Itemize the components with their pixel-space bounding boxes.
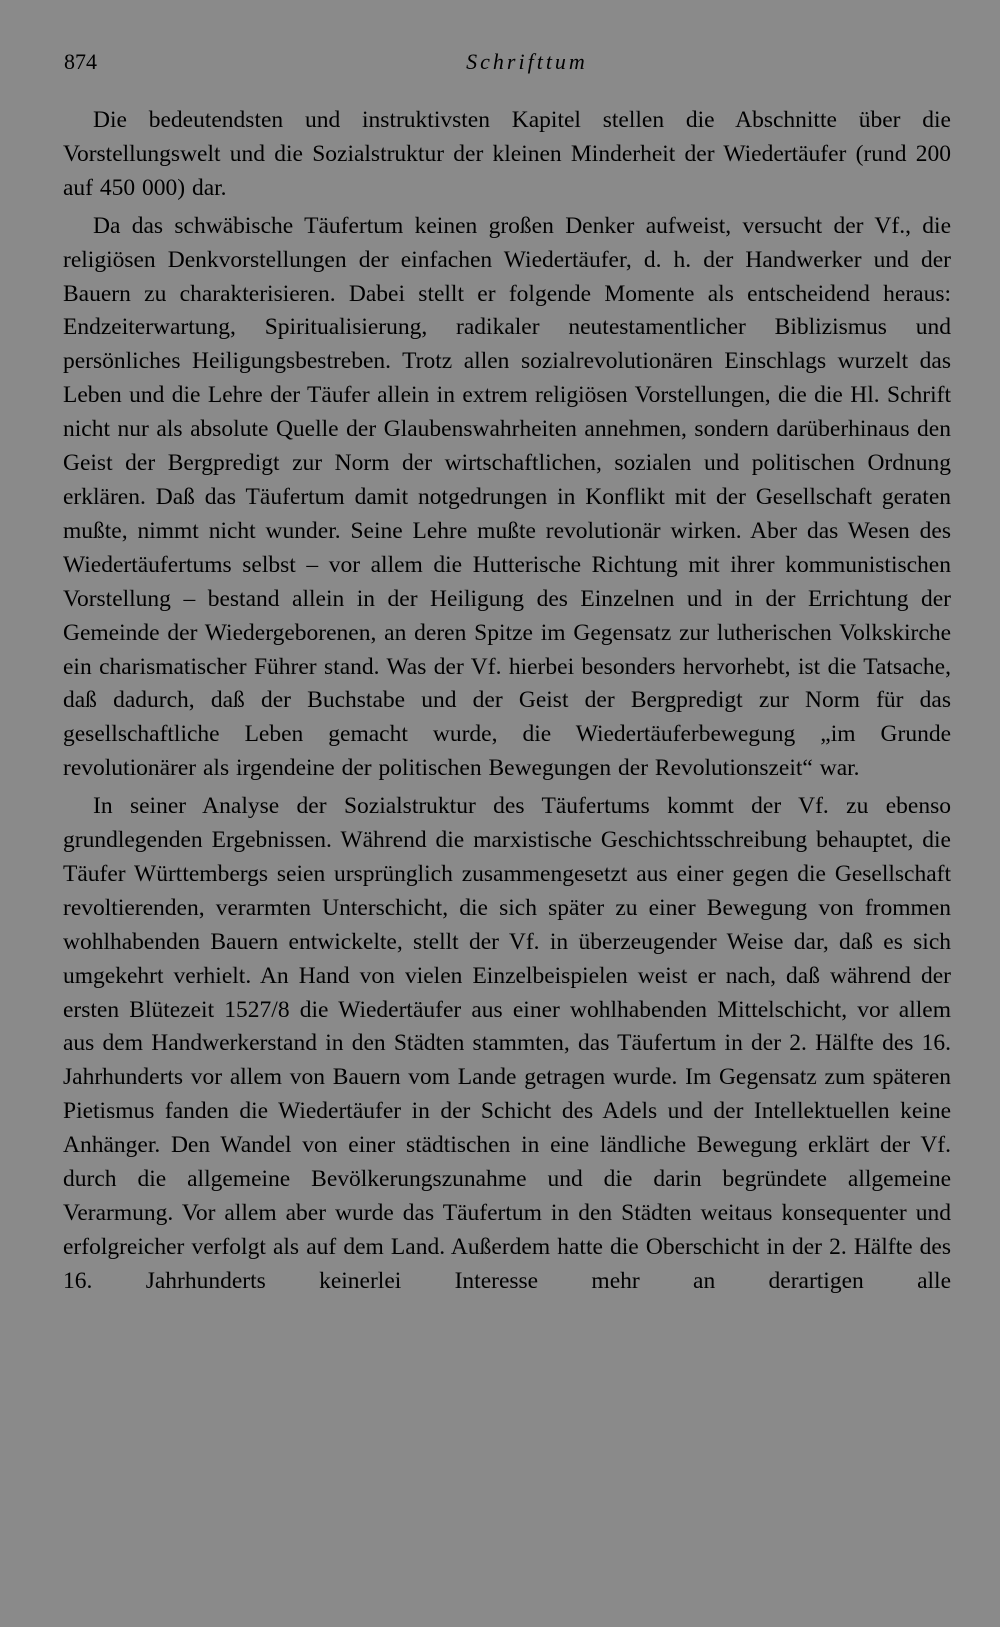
page-number: 874 (64, 49, 97, 74)
body-text (63, 104, 951, 1299)
page-header (64, 46, 950, 78)
running-title: Schrifttum (466, 49, 588, 74)
paragraph: In seiner Analyse der Sozialstruktur des Täufertums kommt der Vf. zu ebenso grundlegenden Ergebnissen. Während die marxistische Geschichtsschreibung behauptet, die Täufer Württembergs seien ursprünglich zusammengesetzt aus einer gegen die Gesellschaft revoltierenden, verarmten Unterschicht, die sich später zu einer Bewegung von frommen wohlhabenden Bauern entwickelte, stellt der Vf. in überzeugender Weise dar, daß es sich umgekehrt verhielt. An Hand von vielen Einzelbeispielen weist er nach, daß während der ersten Blütezeit 1527/8 die Wiedertäufer aus einer wohlhabenden Mittelschicht, vor allem aus dem Handwerkerstand in den Städten stammten, das Täufertum in der 2. Hälfte des 16. Jahrhunderts vor allem von Bauern vom Lande getragen wurde. Im Gegensatz zum späteren Pietismus fanden die Wiedertäufer in der Schicht des Adels und der Intellektuellen keine Anhänger. Den Wandel von einer städtischen in eine ländliche Bewegung erklärt der Vf. durch die allgemeine Bevölkerungszunahme und die darin begründete allgemeine Verarmung. Vor allem aber wurde das Täufertum in den Städten weitaus konsequenter und erfolgreicher verfolgt als auf dem Land. Außerdem hatte die Oberschicht in der 2. Hälfte des 16. Jahrhunderts keinerlei Interesse mehr an derartigen alle (63, 793, 951, 1294)
paragraph: Da das schwäbische Täufertum keinen großen Denker aufweist, versucht der Vf., die religiösen Denkvorstellungen der einfachen Wiedertäufer, d. h. der Handwerker und der Bauern zu charakterisieren. Dabei stellt er folgende Momente als entscheidend heraus: Endzeiterwartung, Spiritualisierung, radikaler neutestamentlicher Biblizismus und persönliches Heiligungsbestreben. Trotz allen sozialrevolutionären Einschlags wurzelt das Leben und die Lehre der Täufer allein in extrem religiösen Vorstellungen, die die Hl. Schrift nicht nur als absolute Quelle der Glaubenswahrheiten annehmen, sondern darüberhinaus den Geist der Bergpredigt zur Norm der wirtschaftlichen, sozialen und politischen Ordnung erklären. Daß das Täufertum damit notgedrungen in Konflikt mit der Gesellschaft geraten mußte, nimmt nicht wunder. Seine Lehre mußte revolutionär wirken. Aber das Wesen des Wiedertäufertums selbst – vor allem die Hutterische Richtung mit ihrer kommunistischen Vorstellung – bestand allein in der Heiligung des Einzelnen und in der Errichtung der Gemeinde der Wiedergeborenen, an deren Spitze im Gegensatz zur lutherischen Volkskirche ein charismatischer Führer stand. Was der Vf. hierbei besonders hervorhebt, ist die Tatsache, daß dadurch, daß der Buchstabe und der Geist der Bergpredigt zur Norm für das gesellschaftliche Leben gemacht wurde, die Wiedertäuferbewegung „im Grunde revolutionärer als irgendeine der politischen Bewegungen der Revolutionszeit“ war. (63, 212, 951, 782)
paragraph: Die bedeutendsten und instruktivsten Kapitel stellen die Abschnitte über die Vorstellungswelt und die Sozialstruktur der kleinen Minderheit der Wiedertäufer (rund 200 auf 450 000) dar. (63, 107, 951, 201)
